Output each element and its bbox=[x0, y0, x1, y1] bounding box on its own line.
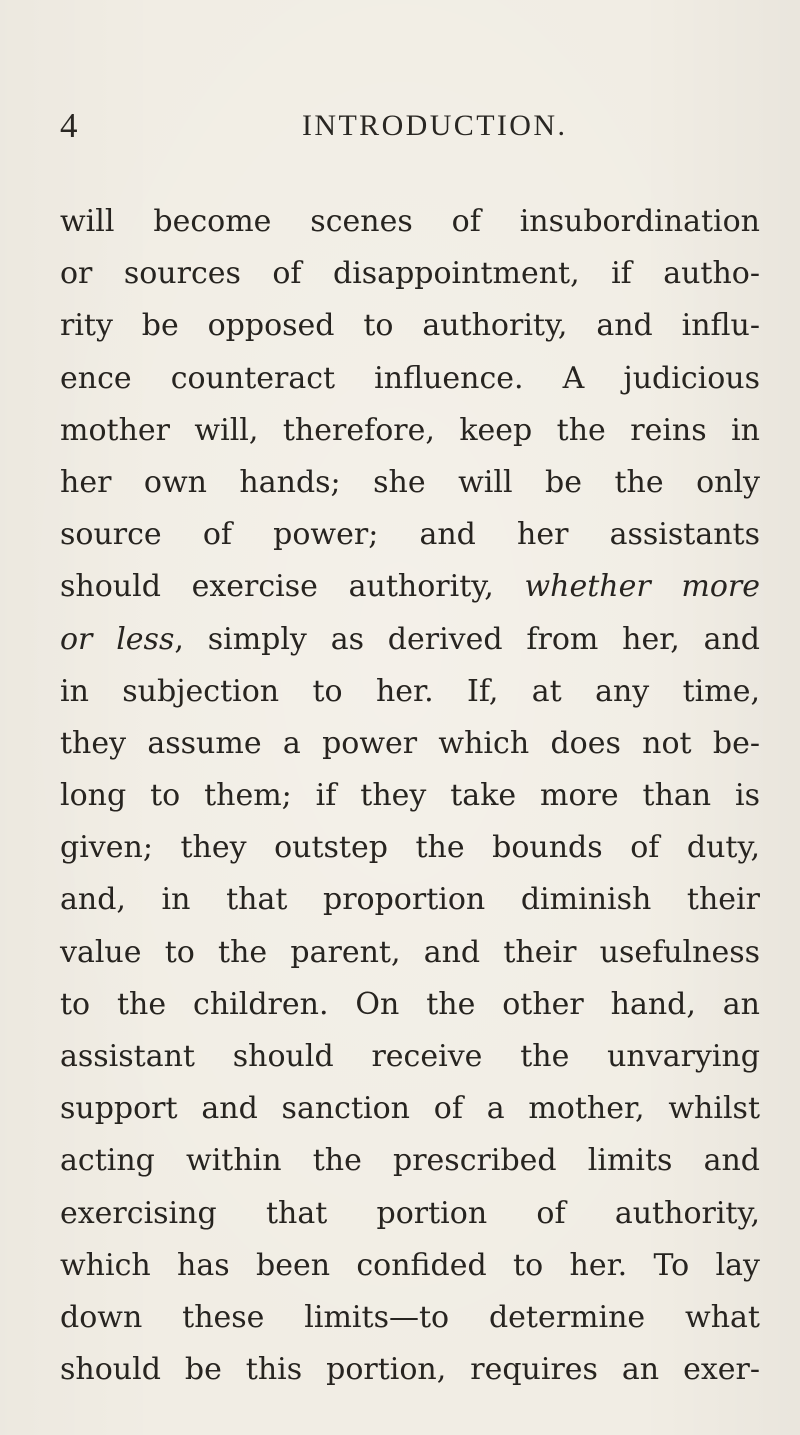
line-text: should be this portion, requires an exer- bbox=[60, 1352, 760, 1388]
line-text: , simply as derived from her, and bbox=[174, 621, 761, 657]
running-title: INTRODUCTION. bbox=[302, 109, 568, 142]
line-text: her own hands; she will be the only bbox=[60, 464, 760, 500]
line-text: in subjection to her. If, at any time, bbox=[60, 673, 760, 709]
text-line-16 bbox=[60, 979, 760, 1031]
text-line-1 bbox=[60, 196, 760, 248]
text-line-17 bbox=[60, 1031, 760, 1083]
line-text: down these limits—to determine what bbox=[60, 1299, 760, 1335]
line-text: long to them; if they take more than is bbox=[60, 778, 760, 814]
text-line-7 bbox=[60, 509, 760, 561]
italic-phrase: whether more bbox=[524, 569, 760, 605]
line-text: they assume a power which does not be- bbox=[60, 725, 760, 761]
text-line-21 bbox=[60, 1240, 760, 1292]
text-line-10 bbox=[60, 666, 760, 718]
line-text: given; they outstep the bounds of duty, bbox=[60, 830, 760, 866]
line-text: or sources of disappointment, if autho- bbox=[60, 256, 760, 292]
text-line-19 bbox=[60, 1135, 760, 1187]
line-text: and, in that proportion diminish their bbox=[60, 882, 760, 918]
line-text: acting within the prescribed limits and bbox=[60, 1143, 760, 1179]
text-line-6 bbox=[60, 457, 760, 509]
line-text: which has been confided to her. To lay bbox=[60, 1247, 760, 1283]
page-number: 4 bbox=[60, 106, 78, 145]
line-text: exercising that portion of authority, bbox=[60, 1195, 760, 1231]
text-line-9 bbox=[60, 614, 760, 666]
line-text: value to the parent, and their usefulness bbox=[60, 934, 760, 970]
body-text bbox=[60, 196, 760, 1396]
line-text: source of power; and her assistants bbox=[60, 517, 760, 553]
text-line-22 bbox=[60, 1292, 760, 1344]
text-line-12 bbox=[60, 770, 760, 822]
italic-phrase: or less bbox=[60, 621, 175, 657]
text-line-14 bbox=[60, 874, 760, 926]
line-text: will become scenes of insubordination bbox=[60, 204, 760, 239]
text-line-23 bbox=[60, 1344, 760, 1396]
text-line-8 bbox=[60, 561, 760, 613]
line-text: support and sanction of a mother, whilst bbox=[60, 1091, 760, 1127]
text-line-15 bbox=[60, 927, 760, 979]
running-head bbox=[0, 106, 800, 146]
line-text: should exercise authority, bbox=[60, 569, 525, 605]
text-line-20 bbox=[60, 1188, 760, 1240]
line-text: rity be opposed to authority, and influ- bbox=[60, 308, 760, 344]
text-line-13 bbox=[60, 822, 760, 874]
text-line-5 bbox=[60, 405, 760, 457]
line-text: assistant should receive the unvarying bbox=[60, 1039, 760, 1074]
text-line-2 bbox=[60, 248, 760, 300]
line-text: to the children. On the other hand, an bbox=[60, 986, 760, 1022]
line-text: mother will, therefore, keep the reins in bbox=[60, 412, 760, 448]
text-line-3 bbox=[60, 300, 760, 352]
line-text: ence counteract influence. A judicious bbox=[60, 360, 760, 396]
text-line-4 bbox=[60, 353, 760, 405]
text-line-18 bbox=[60, 1083, 760, 1135]
text-line-11 bbox=[60, 718, 760, 770]
